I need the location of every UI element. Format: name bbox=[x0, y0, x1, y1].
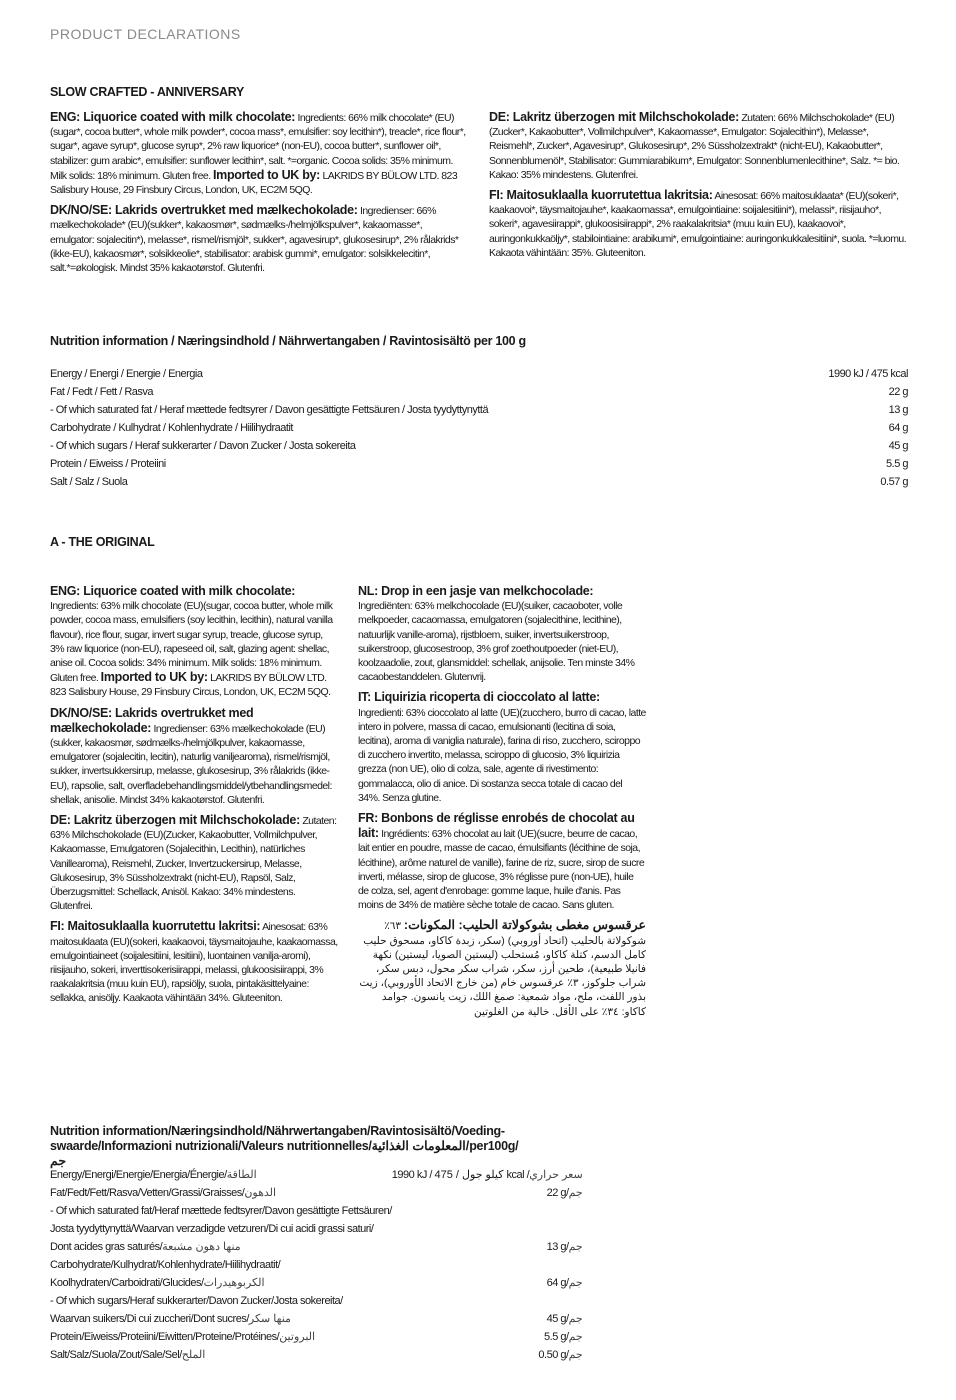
original-it-heading: IT: Liquirizia ricoperta di cioccolato al latte: bbox=[358, 690, 600, 705]
anniversary-left-column bbox=[50, 110, 468, 281]
nutrition-value-arabic: جم bbox=[568, 1349, 583, 1361]
anniversary-de-heading: DE: Lakritz überzogen mit Milchschokolade: bbox=[489, 110, 739, 124]
nutrition-value-text: 22 g/ bbox=[546, 1187, 569, 1199]
nutrition-value-text: 5.5 g/ bbox=[544, 1331, 569, 1343]
original-ar-declaration bbox=[358, 918, 646, 1018]
nutrition-row bbox=[50, 365, 908, 383]
nutrition-value: 22 g bbox=[888, 386, 908, 398]
nutrition-value bbox=[392, 1184, 583, 1202]
nutrition-label-arabic: البروتين bbox=[279, 1331, 316, 1343]
original-eng-text: Ingredients: 63% milk chocolate (EU)(sugar, cocoa butter, whole milk powder, cocoa mass, emulsifiers (soy lecithin, lecithin), natural vanilla flavour), rice flour, sugar, invert sugar syrup, treacle, glucose syrup, 3% raw liquorice (non-EU), rapeseed oil, salt, glazing agent: shellac, anise oil. Cocoa solids: 34% minimum. Milk solids: 18% minimum. Gluten free. bbox=[50, 600, 333, 685]
original-nutrition-title-line1: Nutrition information/Næringsindhold/Nährwertangaben/Ravintosisältö/Voeding- bbox=[50, 1124, 505, 1138]
nutrition-label-text: Koolhydraten/Carboidrati/Glucides/ bbox=[50, 1277, 204, 1289]
nutrition-label-text: Fat/Fedt/Fett/Rasva/Vetten/Grassi/Graisses/ bbox=[50, 1187, 245, 1199]
nutrition-value bbox=[392, 1256, 583, 1274]
anniversary-fi-declaration bbox=[489, 188, 907, 260]
nutrition-row bbox=[50, 383, 908, 401]
nutrition-label bbox=[50, 1274, 392, 1292]
nutrition-row bbox=[50, 455, 908, 473]
nutrition-row bbox=[50, 473, 908, 491]
nutrition-label-arabic: الكربوهيدرات bbox=[203, 1277, 265, 1289]
nutrition-label-arabic: الطاقة bbox=[226, 1169, 257, 1181]
original-imported-label: Imported to UK by: bbox=[100, 670, 208, 685]
nutrition-value-text: 1990 kJ / كيلو جول / 475 kcal / bbox=[391, 1169, 530, 1181]
original-fr-text: Ingrédients: 63% chocolat au lait (UE)(sucre, beurre de cacao, lait entier en poudre, masse de cacao, émulsifiants (lécithine de soja, lécithine), arôme naturel de vanille), farine de riz, sucre, sirop de sucre inverti, mélasse, sirop de glucose, 3% réglisse pure (non-UE), huile de colza, sel, agent d'enrobage: gomme laque, huile d'anis. Pas moins de 34% de matière sèche totale de cacao. Sans gluten. bbox=[358, 828, 645, 912]
nutrition-row bbox=[50, 1328, 583, 1346]
anniversary-right-column bbox=[489, 110, 907, 266]
nutrition-row bbox=[50, 401, 908, 419]
nutrition-value: 5.5 g bbox=[886, 458, 908, 470]
nutrition-label-text: Dont acides gras saturés/ bbox=[50, 1241, 163, 1253]
nutrition-value: 13 g bbox=[888, 404, 908, 416]
nutrition-value-arabic: جم bbox=[568, 1313, 583, 1325]
nutrition-value-text: 13 g/ bbox=[546, 1241, 569, 1253]
nutrition-row bbox=[50, 1274, 583, 1292]
original-it-declaration bbox=[358, 690, 646, 805]
original-nutrition-title-line2: swaarde/Informazioni nutrizionali/Valeurs nutritionnelles/المعلومات الغذائية/per100g/جم bbox=[50, 1139, 519, 1168]
nutrition-value bbox=[392, 1220, 583, 1238]
anniversary-dk-heading: DK/NO/SE: Lakrids overtrukket med mælkechokolade: bbox=[50, 203, 358, 218]
original-de-text: Zutaten: 63% Milchschokolade (EU)(Zucker, Kakaobutter, Vollmilchpulver, Kakaomasse, Emulgatoren (Sojalecithin, Lecithin), natürliches Vanillearoma), Reismehl, Zucker, Invertzuckersirup, Melasse, Glukosesirup, 3% Süssholzextrakt (nicht-EU), Rapsöl, Salz, Überzugsmittel: Schellack, Anisöl. Kakao: 34% mindestens. Glutenfrei. bbox=[50, 815, 337, 913]
nutrition-value: 0.57 g bbox=[880, 476, 908, 488]
nutrition-label bbox=[50, 1220, 392, 1238]
nutrition-row bbox=[50, 1310, 583, 1328]
anniversary-nutrition-title: Nutrition information / Næringsindhold / Nährwertangaben / Ravintosisältö per 100 g bbox=[50, 334, 526, 348]
nutrition-row bbox=[50, 1292, 583, 1310]
original-de-declaration bbox=[50, 813, 338, 913]
nutrition-label-text: Carbohydrate/Kulhydrat/Kohlenhydrate/Hiilihydraatit/ bbox=[50, 1259, 281, 1271]
anniversary-dk-declaration bbox=[50, 203, 468, 275]
nutrition-value: 1990 kJ / 475 kcal bbox=[828, 368, 908, 380]
anniversary-dk-text: Ingredienser: 66% mælkechokolade* (EU)(sukker*, kakaosmør*, sødmælks-/helmjölkspulver*, kakaomasse*, emulgator: sojalecitin*), melasse*, rismel/rismjöl*, sukker*, agavesirup*, glukosesirup*, 2% rålakrids* (ikke-EU), kakaosmør*, solsikkeolie*, stabilisator: arabisk gummi*, emulgator: solsikkelecitin*, salt.*=økologisk. Mindst 35% kakaotørstof. Glutenfri. bbox=[50, 205, 459, 275]
original-fi-declaration bbox=[50, 919, 338, 1005]
nutrition-value-text: 45 g/ bbox=[546, 1313, 569, 1325]
original-eng-declaration bbox=[50, 584, 338, 700]
nutrition-row bbox=[50, 1238, 583, 1256]
nutrition-label-arabic: الدهون bbox=[244, 1187, 277, 1199]
original-it-text: Ingredienti: 63% cioccolato al latte (UE)(zucchero, burro di cacao, latte intero in polvere, massa di cacao, emulsionanti (lecitina di soia, lecitina), aroma di vaniglia naturale), farina di riso, zucchero, sciroppo di zucchero invertito, melassa, sciroppo di glucosio, 3% liquirizia grezza (non UE), olio di colza, sale, agente di rivestimento: gommalacca, olio di anice. Di sostanza secca totale di cacao del 34%. Senza glutine. bbox=[358, 706, 646, 804]
nutrition-value-arabic: جم bbox=[568, 1277, 583, 1289]
nutrition-value-text: 0.50 g/ bbox=[538, 1349, 569, 1361]
nutrition-label: Carbohydrate / Kulhydrat / Kohlenhydrate / Hiilihydraatit bbox=[50, 422, 293, 434]
anniversary-nutrition-table bbox=[50, 365, 908, 491]
nutrition-value bbox=[392, 1166, 583, 1184]
anniversary-fi-heading: FI: Maitosuklaalla kuorrutettua lakritsia: bbox=[489, 188, 713, 203]
nutrition-label-text: Waarvan suikers/Di cui zuccheri/Dont sucres/ bbox=[50, 1313, 249, 1325]
nutrition-label bbox=[50, 1184, 392, 1202]
nutrition-label-arabic: الملح bbox=[181, 1349, 206, 1361]
nutrition-value: 45 g bbox=[888, 440, 908, 452]
nutrition-label-text: - Of which sugars/Heraf sukkerarter/Davon Zucker/Josta sokereita/ bbox=[50, 1295, 343, 1307]
nutrition-value bbox=[392, 1346, 583, 1364]
nutrition-value bbox=[392, 1328, 583, 1346]
nutrition-label bbox=[50, 1166, 392, 1184]
nutrition-label: Fat / Fedt / Fett / Rasva bbox=[50, 386, 154, 398]
nutrition-label: Protein / Eiweiss / Proteiini bbox=[50, 458, 166, 470]
page-header: PRODUCT DECLARATIONS bbox=[50, 26, 241, 42]
nutrition-row bbox=[50, 1346, 583, 1364]
original-left-column bbox=[50, 584, 338, 1012]
nutrition-value bbox=[392, 1238, 583, 1256]
nutrition-label bbox=[50, 1202, 392, 1220]
anniversary-fi-text: Ainesosat: 66% maitosuklaata* (EU)(sokeri*, kaakaovoi*, täysmaitojauhe*, kaakaomassa*, emulgointiaine: soijalesitiini*), melassi*, riisijauho*, sokeri*, agavesiirappi*, glukoosisiirappi*, 2% raakalakritsia* (muu kuin EU), kaakaovoi*, auringonkukkaöljy*, stabilointiaine: arabikumi*, emulgointiaine: auringonkukkalesitiini*, suola. *=luomu. Kakaota vähintään: 35%. Gluteeniton. bbox=[489, 190, 907, 259]
nutrition-value: 64 g bbox=[888, 422, 908, 434]
nutrition-label-text: - Of which saturated fat/Heraf mættede fedtsyrer/Davon gesättigte Fettsäuren/ bbox=[50, 1205, 392, 1217]
nutrition-row bbox=[50, 1220, 583, 1238]
nutrition-label-text: Energy/Energi/Energie/Energia/Énergie/ bbox=[50, 1169, 227, 1181]
nutrition-label bbox=[50, 1292, 392, 1310]
original-fr-heading: FR: Bonbons de réglisse enrobés de chocolat au lait: bbox=[358, 811, 635, 841]
original-ar-heading: عرقسوس مغطى بشوكولاتة الحليب: المكونات: bbox=[403, 918, 646, 933]
original-right-column bbox=[358, 584, 646, 1025]
original-dk-heading: DK/NO/SE: Lakrids overtrukket med mælkechokolade: bbox=[50, 705, 254, 735]
original-dk-text: Ingredienser: 63% mælkechokolade (EU)(sukker, kakaosmør, sødmælks-/helmjölkpulver, kakaomasse, emulgatorer (sojalecitin, lecitin), naturlig vaniljearoma), rismel/rismjöl, sukker, invertsukkersirup, melasse, glukosesirup, 3% rålakrids (ikke-EU), rapsolie, salt, overfladebehandlingsmiddel/ytbehandlingsmedel: shellak, anisolie. Mindst 34% kakaotørstof. Glutenfri. bbox=[50, 722, 332, 806]
original-nl-declaration bbox=[358, 584, 646, 684]
nutrition-row bbox=[50, 437, 908, 455]
nutrition-value bbox=[392, 1202, 583, 1220]
nutrition-value bbox=[392, 1274, 583, 1292]
nutrition-value-arabic: جم bbox=[568, 1331, 583, 1343]
original-fi-text: Ainesosat: 63% maitosuklaata (EU)(sokeri, kaakaovoi, täysmaitojauhe, kaakaomassa, emulgointiaineet (soijalesitiini, lesitiini), luontainen vanilja-aromi), riisijauho, sokeri, inverttisokerisiirappi, melassi, glukoosisiirappi, 3% raakalakritsia (muu kuin EU), rapsiöljy, suola, pintakäsittelyaine: sellakka, anisöljy. Kaakaota vähintään 34%. Gluteeniton. bbox=[50, 921, 338, 1005]
nutrition-label-arabic: منها سكر bbox=[248, 1313, 291, 1325]
original-nl-text: Ingrediënten: 63% melkchocolade (EU)(suiker, cacaoboter, volle melkpoeder, cacaomassa, emulgatoren (sojalecithine, lecithine), natuurlijk vanille-aroma), rijstbloem, suiker, invertsuikerstroop, suikerstroop, glucosestroop, 3% grof zoethoutpoeder (niet-EU), koolzaadolie, zout, glansmiddel: schellak, anijsolie. Ten minste 34% cacaobestanddelen. Glutenvrij. bbox=[358, 600, 635, 684]
original-fr-declaration bbox=[358, 811, 646, 912]
section-title-original: A - THE ORIGINAL bbox=[50, 535, 155, 549]
nutrition-label: Energy / Energi / Energie / Energia bbox=[50, 368, 203, 380]
original-dk-declaration bbox=[50, 706, 338, 807]
nutrition-row bbox=[50, 1184, 583, 1202]
nutrition-label: Salt / Salz / Suola bbox=[50, 476, 128, 488]
original-fi-heading: FI: Maitosuklaalla kuorrutettu lakritsi: bbox=[50, 919, 261, 934]
nutrition-label-text: Josta tyydyttynyttä/Waarvan verzadigde vetzuren/Di cui acidi grassi saturi/ bbox=[50, 1223, 374, 1235]
original-ar-text: ٦٣٪ شوكولاتة بالحليب (اتحاد أوروبي) (سكر، زبدة كاكاو، مسحوق حليب كامل الدسم، كتلة كاكاو، مُستحلب (ليستين الصويا، ليستين) نكهة فانيلا طبيعية)، طحين أرز، سكر، شراب سكر محول، دبس سكر، شراب جلوكوز، ٣٪ عرقسوس خام (من خارج الاتحاد الأوروبي)، زيت بذور اللفت، ملح، مواد شمعية: صمغ اللك، زيت يانسون. جوامد كاكاو: ٣٤٪ على الأقل. خالية من الغلوتين bbox=[359, 920, 646, 1018]
nutrition-label bbox=[50, 1346, 392, 1364]
anniversary-eng-heading: ENG: Liquorice coated with milk chocolate: bbox=[50, 110, 296, 124]
nutrition-label bbox=[50, 1256, 392, 1274]
original-nutrition-title bbox=[50, 1124, 520, 1169]
original-de-heading: DE: Lakritz überzogen mit Milchschokolade: bbox=[50, 813, 300, 828]
original-nutrition-table bbox=[50, 1166, 583, 1364]
anniversary-eng-text: Ingredients: 66% milk chocolate* (EU)(sugar*, cocoa butter*, whole milk powder*, cocoa mass*, emulsifier: soy lecithin*), treacle*, rice flour*, sugar*, agave syrup*, glucose syrup*, 2% raw liquorice* (non-EU), cocoa butter*, sunflower oil*, stabilizer: gum arabic*, emulsifier: sunflower lecithin*, salt. *=organic. Cocoa solids: 35% minimum. Milk solids: 18% minimum. Gluten free. bbox=[50, 112, 466, 182]
nutrition-value-arabic: جم bbox=[568, 1187, 583, 1199]
nutrition-label bbox=[50, 1328, 392, 1346]
nutrition-value bbox=[392, 1310, 583, 1328]
nutrition-value-arabic: سعر حراري bbox=[529, 1169, 583, 1181]
nutrition-value bbox=[392, 1292, 583, 1310]
anniversary-address: LAKRIDS BY BÜLOW LTD. 823 Salisbury House, 29 Finsbury Circus, London, UK, EC2M 5QQ. bbox=[50, 169, 458, 197]
nutrition-label bbox=[50, 1238, 392, 1256]
original-eng-heading: ENG: Liquorice coated with milk chocolate: bbox=[50, 584, 296, 598]
anniversary-eng-declaration bbox=[50, 110, 468, 197]
nutrition-label-text: Protein/Eiweiss/Proteiini/Eiwitten/Proteine/Protéines/ bbox=[50, 1331, 280, 1343]
original-address: LAKRIDS BY BÜLOW LTD. 823 Salisbury House, 29 Finsbury Circus, London, UK, EC2M 5QQ. bbox=[50, 672, 331, 699]
nutrition-row bbox=[50, 1256, 583, 1274]
nutrition-value-arabic: جم bbox=[568, 1241, 583, 1253]
nutrition-value-text: 64 g/ bbox=[546, 1277, 569, 1289]
nutrition-label: - Of which saturated fat / Heraf mættede fedtsyrer / Davon gesättigte Fettsäuren / Josta tyydyttynyttä bbox=[50, 404, 489, 416]
nutrition-row bbox=[50, 419, 908, 437]
anniversary-imported-label: Imported to UK by: bbox=[212, 167, 321, 182]
nutrition-label bbox=[50, 1310, 392, 1328]
nutrition-label-text: Salt/Salz/Suola/Zout/Sale/Sel/ bbox=[50, 1349, 182, 1361]
nutrition-label: - Of which sugars / Heraf sukkerarter / Davon Zucker / Josta sokereita bbox=[50, 440, 356, 452]
nutrition-label-arabic: منها دهون مشبعة bbox=[162, 1241, 241, 1253]
anniversary-de-declaration bbox=[489, 110, 907, 182]
section-title-anniversary: SLOW CRAFTED - ANNIVERSARY bbox=[50, 85, 245, 99]
original-nl-heading: NL: Drop in een jasje van melkchocolade: bbox=[358, 584, 594, 598]
nutrition-row bbox=[50, 1166, 583, 1184]
nutrition-row bbox=[50, 1202, 583, 1220]
anniversary-de-text: Zutaten: 66% Milchschokolade* (EU) (Zucker*, Kakaobutter*, Vollmilchpulver*, Kakaomasse*, Emulgator: Sojalecithin*), Melasse*, Reismehl*, Zucker*, Agavesirup*, Glukosesirup*, 2% Süssholzextrakt* (nicht-EU), Kakaobutter*, Sonnenblumenöl*, Stabilisator: Gummiarabikum*, Emulgator: Sonnenblumenlecithine*, Salz. *= bio. Kakao: 35% mindestens. Glutenfrei. bbox=[489, 112, 900, 181]
